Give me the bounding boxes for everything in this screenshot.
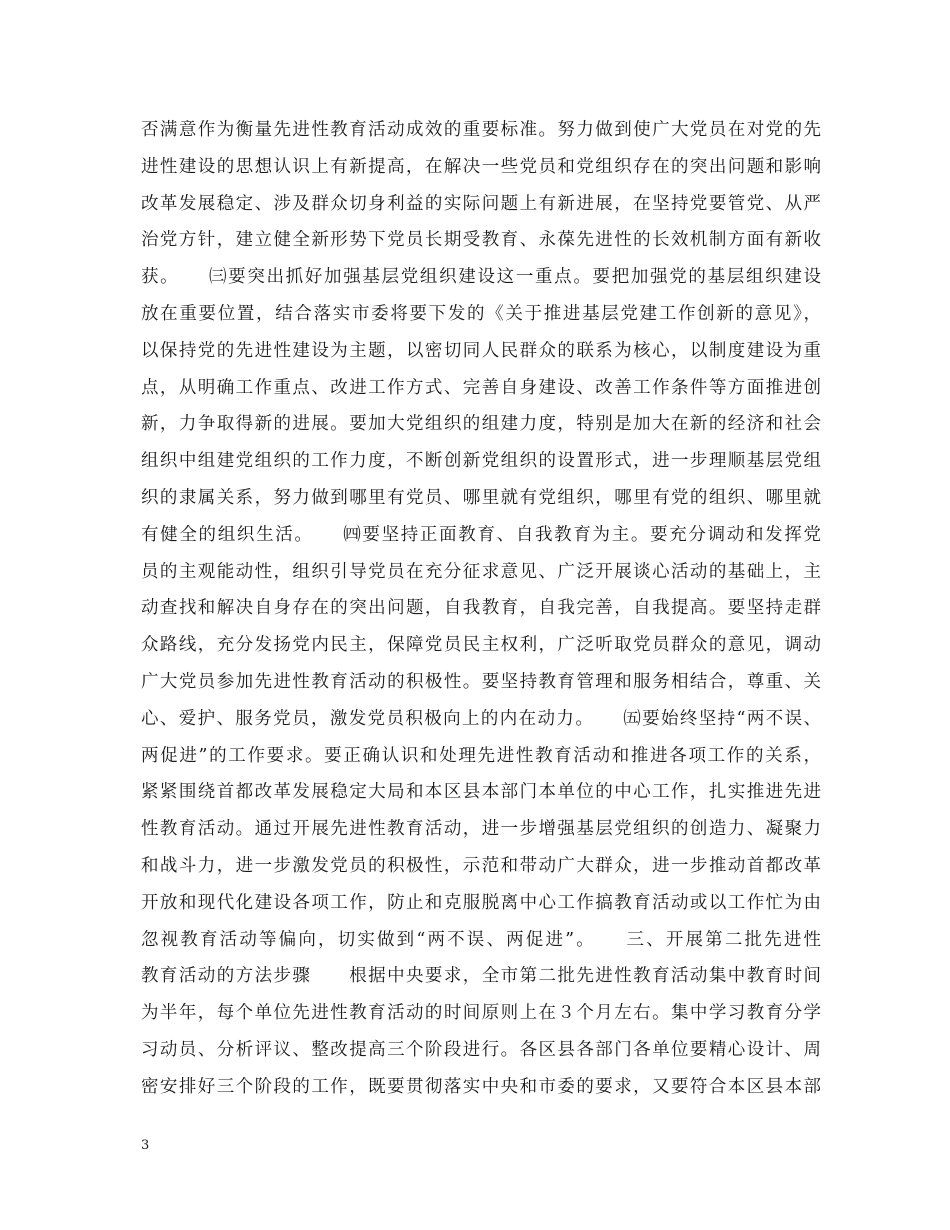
body-text	[141, 112, 821, 1106]
text-line: 广大党员参加先进性教育活动的积极性。要坚持教育管理和服务相结合，尊重、关	[141, 671, 821, 692]
text-line: 心、爱护、服务党员，激发党员积极向上的内在动力。 ㈤要始终坚持“两不误、	[141, 708, 821, 729]
text-line: 改革发展稳定、涉及群众切身利益的实际问题上有新进展，在坚持党要管党、从严	[141, 193, 821, 214]
text-line: 获。 ㈢要突出抓好加强基层党组织建设这一重点。要把加强党的基层组织建设	[141, 267, 821, 288]
text-line: 为半年，每个单位先进性教育活动的时间原则上在３个月左右。集中学习教育分学	[141, 1003, 821, 1024]
text-line: 员的主观能动性，组织引导党员在充分征求意见、广泛开展谈心活动的基础上，主	[141, 561, 821, 582]
text-line: 动查找和解决自身存在的突出问题，自我教育，自我完善，自我提高。要坚持走群	[141, 598, 821, 619]
text-line: 紧紧围绕首都改革发展稳定大局和本区县本部门本单位的中心工作，扎实推进先进	[141, 782, 821, 803]
text-line: 教育活动的方法步骤 根据中央要求，全市第二批先进性教育活动集中教育时间	[141, 966, 821, 987]
text-line: 治党方针，建立健全新形势下党员长期受教育、永葆先进性的长效机制方面有新收	[141, 230, 821, 251]
text-line: 密安排好三个阶段的工作，既要贯彻落实中央和市委的要求，又要符合本区县本部	[141, 1076, 821, 1097]
text-line: 和战斗力，进一步激发党员的积极性，示范和带动广大群众，进一步推动首都改革	[141, 855, 821, 876]
text-line: 组织中组建党组织的工作力度，不断创新党组织的设置形式，进一步理顺基层党组	[141, 451, 821, 472]
text-line: 众路线，充分发扬党内民主，保障党员民主权利，广泛听取党员群众的意见，调动	[141, 635, 821, 656]
text-line: 放在重要位置，结合落实市委将要下发的《关于推进基层党建工作创新的意见》，	[141, 303, 821, 324]
text-line: 以保持党的先进性建设为主题，以密切同人民群众的联系为核心，以制度建设为重	[141, 340, 821, 361]
text-line: 有健全的组织生活。 ㈣要坚持正面教育、自我教育为主。要充分调动和发挥党	[141, 524, 821, 545]
text-line: 否满意作为衡量先进性教育活动成效的重要标准。努力做到使广大党员在对党的先	[141, 120, 821, 140]
text-line: 进性建设的思想认识上有新提高，在解决一些党员和党组织存在的突出问题和影响	[141, 156, 821, 177]
text-line: 性教育活动。通过开展先进性教育活动，进一步增强基层党组织的创造力、凝聚力	[141, 819, 821, 840]
text-line: 织的隶属关系，努力做到哪里有党员、哪里就有党组织，哪里有党的组织、哪里就	[141, 487, 821, 508]
text-line: 习动员、分析评议、整改提高三个阶段进行。各区县各部门各单位要精心设计、周	[141, 1039, 821, 1060]
text-line: 两促进”的工作要求。要正确认识和处理先进性教育活动和推进各项工作的关系，	[141, 745, 821, 766]
page-number: 3	[141, 1138, 150, 1153]
text-line: 新，力争取得新的进展。要加大党组织的组建力度，特别是加大在新的经济和社会	[141, 414, 821, 435]
text-line: 忽视教育活动等偏向，切实做到“两不误、两促进”。 三、开展第二批先进性	[141, 929, 821, 950]
text-line: 点，从明确工作重点、改进工作方式、完善自身建设、改善工作条件等方面推进创	[141, 377, 821, 398]
text-line: 开放和现代化建设各项工作，防止和克服脱离中心工作搞教育活动或以工作忙为由	[141, 892, 821, 913]
